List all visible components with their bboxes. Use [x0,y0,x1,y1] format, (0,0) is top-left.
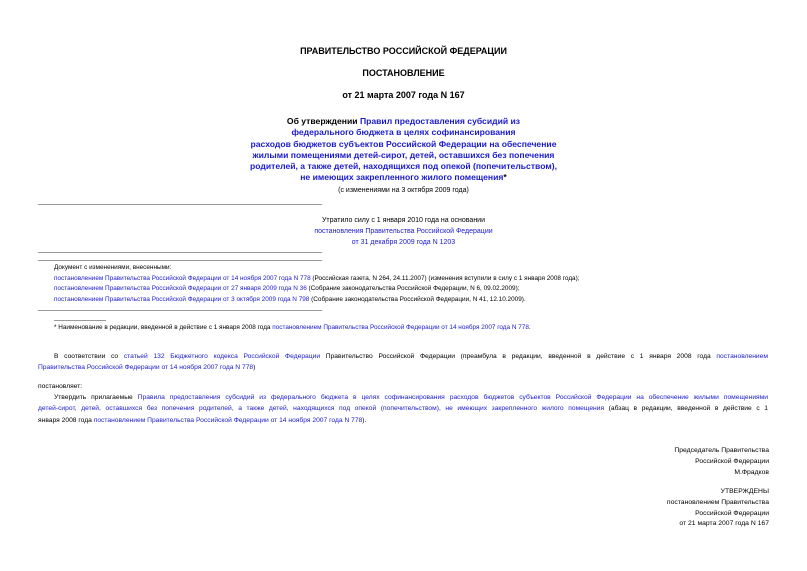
approval-paragraph: Утвердить прилагаемые Правила предоставления субсидий из федерального бюджета в целях софинансирования расходов бюджетов субъектов Российской Федерации на обеспечение жилыми помещениями детей-сирот, детей, оставшихся без попечения родителей, а также детей, находящихся под опекой (попечительством), не имеющих закрепленного жилого помещения (абзац в редакции, введенной в действие с 1 января 2008 года постановлением Правительства Российской Федерации от 14 ноября 2007 года N 778). [38,394,769,424]
changes-list [54,263,794,305]
divider [38,204,322,205]
divider [38,310,322,311]
approved-heading: УТВЕРЖДЕНЫ [720,488,769,495]
amendment-note: (с изменениями на 3 октября 2009 года) [338,187,469,194]
changes-item-link[interactable]: постановлением Правительства Российской Федерации от 27 января 2009 года N 36 [54,285,307,292]
signature-name: М.Фрадков [734,468,769,476]
rules-link[interactable]: Правила предоставления субсидий из федерального бюджета в целях софинансирования расходов бюджетов субъектов Российской Федерации на обеспечение жилыми помещениями [137,394,769,401]
approved-block [667,487,769,530]
resolves-word: постановляет: [38,383,83,390]
changes-item: постановлением Правительства Российской Федерации от 3 октября 2009 года N 798 (Собрание законодательства Российской Федерации, N 41, 12.10.2009). [54,295,526,303]
budget-code-link[interactable]: статьей 132 Бюджетного кодекса Российской Федерации [123,353,321,360]
document-date-number: от 21 марта 2007 года N 167 [342,90,465,100]
divider [38,252,322,253]
title-link-line2[interactable]: федерального бюджета в целях софинансирования [291,127,516,138]
title-link-line6[interactable]: не имеющих закрепленного жилого помещения [300,172,504,183]
changes-item: постановлением Правительства Российской Федерации от 14 ноября 2007 года N 778 (Российская газета, N 264, 24.11.2007) (изменения вступили в силу с 1 января 2008 года); [54,274,580,282]
changes-item-link[interactable]: постановлением Правительства Российской Федерации от 3 октября 2009 года N 798 [54,295,310,303]
preamble-paragraph: В соответствии со статьей 132 Бюджетного кодекса Российской Федерации Правительство Российской Федерации (преамбула в редакции, введенной в действие с 1 января 2008 года постановлением Правительства Российской Федерации от 14 ноября 2007 года N 778) [38,353,768,372]
rules-link-cont[interactable]: детей-сирот, детей, оставшихся без попечения родителей, а также детей, находящихся под опекой (попечительством), не имеющих закрепленного жилого помещения [38,405,605,413]
signature-position-cont: Российской Федерации [695,457,769,465]
title-link-line1[interactable]: Правил предоставления субсидий из [359,116,521,126]
title-link-line5[interactable]: родителей, а также детей, находящихся под опекой (попечительством), [250,161,557,172]
approved-line2: постановлением Правительства [666,498,769,506]
government-heading: ПРАВИТЕЛЬСТВО РОССИЙСКОЙ ФЕДЕРАЦИИ [300,46,507,56]
footnote: * Наименование в редакции, введенной в действие с 1 января 2008 года постановлением Правительства Российской Федерации от 14 ноября 2007 года N 778. [54,324,531,331]
expiry-link-line2[interactable]: постановления Правительства Российской Федерации [314,228,493,235]
expiry-link-line3[interactable]: от 31 декабря 2009 года N 1203 [351,239,456,246]
signature-block [674,446,769,478]
document-type: ПОСТАНОВЛЕНИЕ [362,68,445,78]
document-title [0,116,807,184]
approved-line4: от 21 марта 2007 года N 167 [679,520,769,528]
divider [38,260,322,261]
preamble-amendment-link-cont[interactable]: Правительства Российской Федерации от 14 ноября 2007 года N 778 [38,364,254,372]
title-prefix: Об утверждении [286,116,360,126]
title-asterisk: * [503,172,507,183]
title-link-line3[interactable]: расходов бюджетов субъектов Российской Федерации на обеспечение [250,138,557,149]
signature-position: Председатель Правительства [674,447,769,454]
changes-intro: Документ с изменениями, внесенными: [54,264,172,271]
footnote-divider [54,320,106,321]
expiry-notice [0,215,807,248]
approval-amendment-link[interactable]: постановлением Правительства Российской Федерации от 14 ноября 2007 года N 778 [93,416,363,424]
title-link-line4[interactable]: жилыми помещениями детей-сирот, детей, оставшихся без попечения [252,149,555,160]
changes-item: постановлением Правительства Российской Федерации от 27 января 2009 года N 36 (Собрание законодательства Российской Федерации, N 6, 09.02.2009); [54,285,520,292]
changes-item-link[interactable]: постановлением Правительства Российской Федерации от 14 ноября 2007 года N 778 [54,274,311,282]
expiry-line1: Утратило силу с 1 января 2010 года на основании [321,217,486,224]
footnote-link[interactable]: постановлением Правительства Российской Федерации от 14 ноября 2007 года N 778 [272,324,529,331]
preamble-amendment-link[interactable]: постановлением [716,353,768,360]
approved-line3: Российской Федерации [695,509,769,517]
